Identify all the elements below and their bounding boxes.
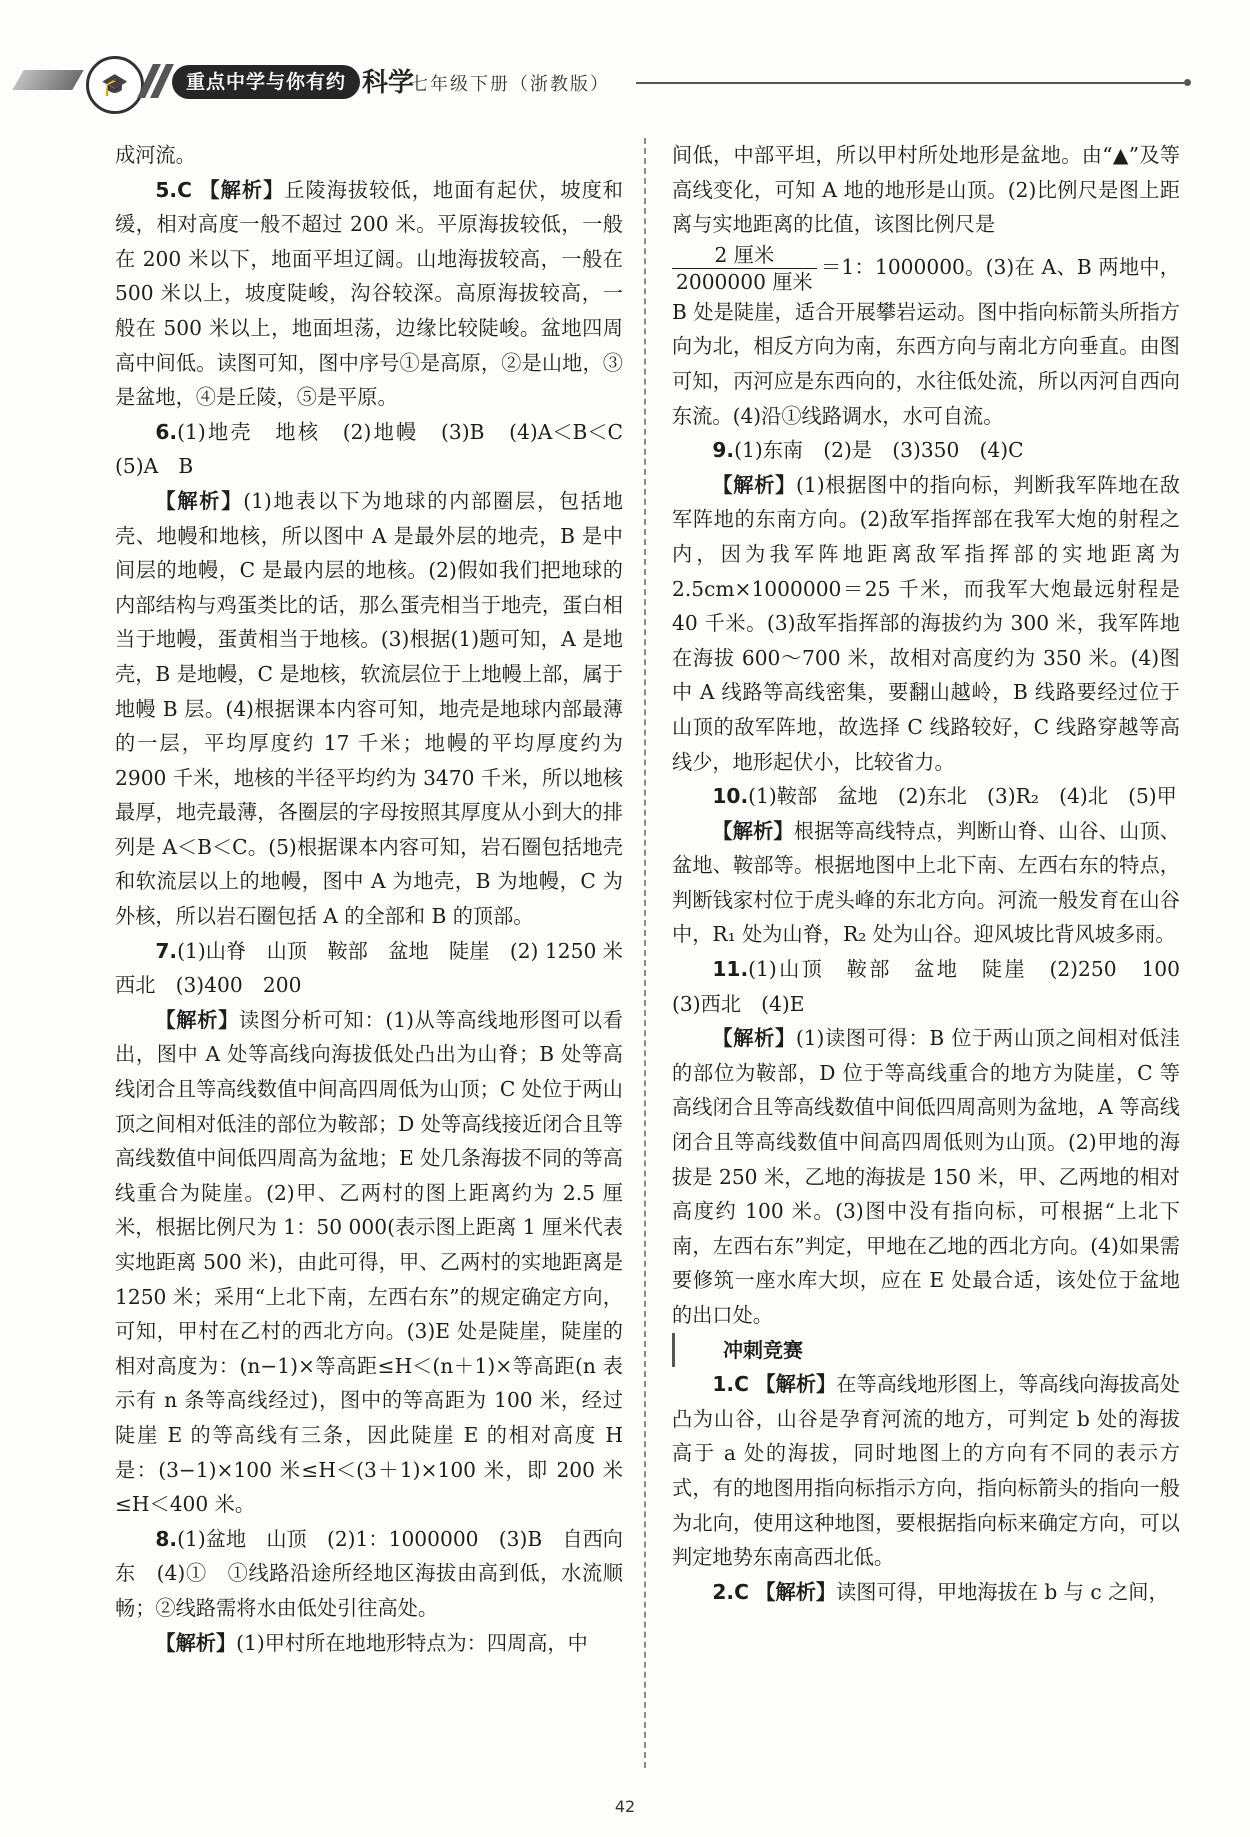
answer-9: [672, 433, 1180, 468]
answer-number: 7.: [155, 938, 178, 963]
answer-number: 6.: [155, 419, 178, 444]
answer-10: [672, 779, 1180, 814]
contest-answer-1: [672, 1367, 1180, 1575]
header-rule: [636, 82, 1184, 84]
analysis-tag: 【解析】: [712, 472, 797, 497]
answer-5: [115, 173, 623, 415]
analysis-tag: 【解析】: [712, 818, 794, 843]
analysis-7: [115, 1003, 623, 1522]
analysis-text: 根据等高线特点，判断山脊、山谷、山顶、盆地、鞍部等。根据地图中上北下南、左西右东的特点，判断钱家村位于虎头峰的东北方向。河流一般发育在山谷中，R₁ 处为山脊，R₂ 处为山谷。迎风坡比背风坡多雨。: [672, 818, 1180, 947]
paragraph: [115, 138, 623, 173]
paragraph: [672, 138, 1180, 433]
section-title: 冲刺竞赛: [672, 1333, 1180, 1368]
answer-text: (1)盆地 山顶 (2)1：1000000 (3)B 自西向东 (4)① ①线路沿途所经地区海拔由高到低，水流顺畅；②线路需将水由低处引往高处。: [115, 1526, 623, 1620]
analysis-text: ＝1：1000000。(3)在 A、B 两地中，B 处是陡崖，适合开展攀岩运动。图中指向标箭头所指方向为北，相反方向为南，东西方向与南北方向垂直。由图可知，丙河应是东西向的，水往低处流，所以丙河自西向东流。(4)沿①线路调水，水可自流。: [672, 254, 1180, 428]
analysis-text: 间低，中部平坦，所以甲村所处地形是盆地。由“▲”及等高线变化，可知 A 地的地形是山顶。(2)比例尺是图上距离与实地距离的比值，该图比例尺是: [672, 143, 1180, 237]
fraction: [672, 242, 817, 295]
subject-title: 科学: [362, 68, 415, 98]
left-column: [115, 138, 644, 1660]
analysis-tag: 【解析】: [199, 177, 285, 202]
analysis-text: (1)读图可得：B 位于两山顶之间相对低洼的部位为鞍部，D 位于等高线重合的地方为陡崖，C 等高线闭合且等高线数值中间低四周高则为盆地，A 等高线闭合且等高线数值中间高四周低则为山顶。(2)甲地的海拔是 250 米，乙地的海拔是 150 米，甲、乙两地的相对高度约 100 米。(3)图中没有指向标，可根据“上北下南，左西右东”判定，甲地在乙地的西北方向。(4)如果需要修筑一座水库大坝，应在 E 处最合适，该处位于盆地的出口处。: [672, 1026, 1180, 1327]
header-band: [12, 70, 84, 90]
answer-text: (1)山顶 鞍部 盆地 陡崖 (2)250 100 (3)西北 (4)E: [672, 957, 1201, 1016]
answer-11: [672, 952, 1201, 1021]
analysis-text: 读图分析可知：(1)从等高线地形图可以看出，图中 A 处等高线向海拔低处凸出为山脊；B 处等高线闭合且等高线数值中间高四周低为山顶；C 处位于两山顶之间相对低洼的部位为鞍部；D 处等高线接近闭合且等高线数值中间低四周高为盆地；E 处几条海拔不同的等高线重合为陡崖。(2)甲、乙两村的图上距离约为 2.5 厘米，根据比例尺为 1：50 000(表示图上距离 1 厘米代表实地距离 500 米)，由此可得，甲、乙两村的实地距离是 1250 米；采用“上北下南，左西右东”的规定确定方向，可知，甲村在乙村的西北方向。(3)E 处是陡崖，陡崖的相对高度为：(n−1)×等高距≤H＜(n＋1)×等高距(n 表示有 n 条等高线经过)，图中的等高距为 100 米，经过陡崖 E 的等高线有三条，因此陡崖 E 的相对高度 H 是：(3−1)×100 米≤H＜(3＋1)×100 米，即 200 米≤H＜400 米。: [115, 1007, 623, 1517]
fraction-denominator: 2000000 厘米: [676, 269, 813, 294]
answer-text: (1)山脊 山顶 鞍部 盆地 陡崖 (2) 1250 米 西北 (3)400 200: [115, 938, 644, 998]
header-dot: [1184, 79, 1191, 86]
analysis-tag: 【解析】: [155, 1630, 237, 1655]
answer-number: 2.C: [712, 1579, 749, 1604]
series-title: 重点中学与你有约: [172, 65, 360, 99]
analysis-tag: 【解析】: [155, 1007, 240, 1032]
answer-number: 8.: [155, 1526, 178, 1551]
answer-8: [115, 1522, 623, 1626]
analysis-tag: 【解析】: [155, 488, 244, 513]
answer-number: 11.: [712, 957, 749, 982]
page-header: [0, 56, 1250, 112]
graduation-cap-icon: 🎓: [86, 56, 144, 114]
analysis-8: [115, 1626, 623, 1661]
analysis-text: 读图可得，甲地海拔在 b 与 c 之间，: [836, 1579, 1169, 1604]
analysis-6: [115, 484, 623, 934]
analysis-text: 在等高线地形图上，等高线向海拔高处凸为山谷，山谷是孕育河流的地方，可判定 b 处的海拔高于 a 处的海拔，同时地图上的方向有不同的表示方式，有的地图用指向标指示方向，指向标箭头的指向一般为北向，使用这种地图，要根据指向标来确定方向，可以判定地势东南高西北低。: [672, 1372, 1180, 1570]
answer-number: 1.C: [712, 1372, 749, 1397]
analysis-tag: 【解析】: [712, 1026, 796, 1051]
contest-answer-2: [672, 1575, 1180, 1610]
answer-7: [115, 934, 644, 1003]
answer-number: 10.: [712, 784, 749, 809]
analysis-10: [672, 814, 1180, 952]
answer-number: 5.C: [155, 177, 192, 202]
analysis-11: [672, 1021, 1180, 1332]
analysis-text: (1)甲村所在地地形特点为：四周高，中: [236, 1630, 588, 1655]
answer-6: [115, 415, 644, 484]
analysis-text: (1)根据图中的指向标，判断我军阵地在敌军阵地的东南方向。(2)敌军指挥部在我军大炮的射程之内，因为我军阵地距离敌军指挥部的实地距离为 2.5cm×1000000＝25 千米，而我军大炮最远射程是 40 千米。(3)敌军指挥部的海拔约为 300 米，我军阵地在海拔 600～700 米，故相对高度约为 350 米。(4)图中 A 线路等高线密集，要翻山越岭，B 线路要经过位于山顶的敌军阵地，故选择 C 线路较好，C 线路穿越等高线少，地形起伏小，比较省力。: [672, 472, 1180, 774]
column-divider: [644, 138, 646, 1768]
answer-number: 9.: [712, 438, 735, 463]
analysis-9: [672, 468, 1180, 779]
analysis-text: (1)地表以下为地球的内部圈层，包括地壳、地幔和地核，所以图中 A 是最外层的地壳，B 是中间层的地幔，C 是最内层的地核。(2)假如我们把地球的内部结构与鸡蛋类比的话，那么蛋壳相当于地壳，蛋白相当于地幔，蛋黄相当于地核。(3)根据(1)题可知，A 是地壳，B 是地幔，C 是地核，软流层位于上地幔上部，属于地幔 B 层。(4)根据课本内容可知，地壳是地球内部最薄的一层，平均厚度约 17 千米；地幔的平均厚度约为 2900 千米，地核的半径平均约为 3470 千米，所以地核最厚，地壳最薄，各圈层的字母按照其厚度从小到大的排列是 A＜B＜C。(5)根据课本内容可知，岩石圈包括地壳和软流层以上的地幔，图中 A 为地壳，B 为地幔，C 为外核，所以岩石圈包括 A 的全部和 B 的顶部。: [115, 488, 623, 929]
answer-text: (1)东南 (2)是 (3)350 (4)C: [734, 438, 1024, 463]
answer-text: (1)鞍部 盆地 (2)东北 (3)R₂ (4)北 (5)甲: [748, 784, 1177, 809]
text: 成河流。: [115, 143, 196, 167]
fraction-numerator: 2 厘米: [672, 242, 817, 269]
analysis-tag: 【解析】: [755, 1372, 837, 1397]
grade-label: 七年级下册（浙教版）: [410, 74, 610, 95]
answer-text: (1)地壳 地核 (2)地幔 (3)B (4)A＜B＜C (5)A B: [115, 419, 644, 479]
analysis-tag: 【解析】: [755, 1579, 837, 1604]
right-column: [672, 138, 1201, 1609]
analysis-text: 丘陵海拔较低，地面有起伏，坡度和缓，相对高度一般不超过 200 米。平原海拔较低，一般在 200 米以下，地面平坦辽阔。山地海拔较高，一般在 500 米以上，坡度陡峻，沟谷较深。高原海拔较高，一般在 500 米以上，地面坦荡，边缘比较陡峻。盆地四周高中间低。读图可知，图中序号①是高原，②是山地，③是盆地，④是丘陵，⑤是平原。: [115, 177, 623, 410]
page-number: 42: [614, 1797, 636, 1816]
